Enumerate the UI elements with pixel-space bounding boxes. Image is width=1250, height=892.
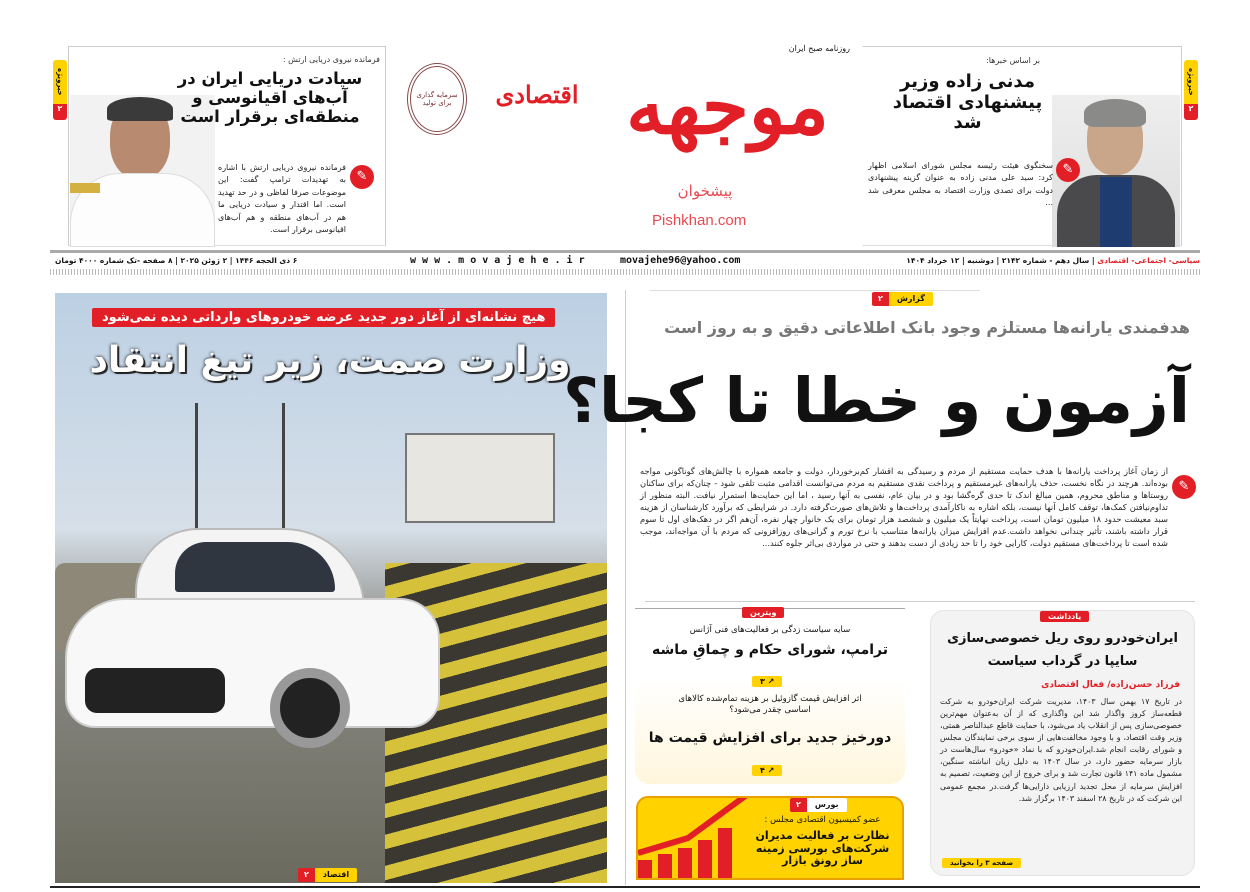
note-more-link[interactable]: صفحه ۳ را بخوانید xyxy=(942,858,1021,868)
brand-icon: ✎ xyxy=(1056,158,1080,182)
note-author: فرزاد حسن‌زاده/ فعال اقتصادی xyxy=(1041,680,1180,690)
website-link[interactable]: w w w . m o v a j e h e . i r xyxy=(410,255,585,266)
date-other: ۶ ذی الحجه ۱۴۴۶ | ۲ ژوئن ۲۰۲۵ | ۸ صفحه -تک شماره ۴۰۰۰ تومان xyxy=(55,256,298,265)
lead-tag[interactable]: ۲ گزارش xyxy=(872,292,933,306)
showcase-item2-headline[interactable]: دورخیز جدید برای افزایش قیمت ها xyxy=(648,730,892,746)
bottom-rule xyxy=(50,886,1200,888)
left-teaser-body: فرمانده نیروی دریایی ارتش با اشاره به تهدیدات ترامپ گفت: این موضوعات صرفا لفاظی و در حد تهدید است. اما اقتدار و سیادت دریایی ما هم در آب‌های منطقه و هم آب‌های اقیانوسی برقرار است. xyxy=(218,163,346,234)
masthead-tagline: روزنامه صبح ایران xyxy=(788,44,850,53)
crane xyxy=(195,403,285,533)
bourse-kicker: عضو کمیسیون اقتصادی مجلس : xyxy=(764,815,881,825)
photo-story xyxy=(55,293,607,883)
photo-story-kicker: هیچ نشانه‌ای از آغاز دور جدید عرضه خودروهای وارداتی دیده نمی‌شود xyxy=(92,308,555,327)
white-car xyxy=(65,528,445,768)
photo-story-tag[interactable]: ۲ اقتصاد xyxy=(298,868,357,882)
masthead-logo: موجهه xyxy=(626,62,829,151)
showcase-item1-headline[interactable]: ترامپ، شورای حکام و چماقِ ماشه xyxy=(651,642,889,658)
watermark-fa: پیشخوان xyxy=(677,182,733,200)
section-label: سیاسی- اجتماعی- اقتصادی xyxy=(1097,256,1200,265)
note-tag[interactable]: یادداشت xyxy=(1040,611,1089,622)
showcase-item1-kicker: سایه سیاست زدگی بر فعالیت‌های فنی آژانس xyxy=(689,625,851,635)
issue-number: سال دهم - شماره ۲۱۴۲ xyxy=(1001,256,1090,265)
showcase-item2-page[interactable]: ۴ ↗ xyxy=(752,765,782,776)
showcase-tag[interactable]: ویترین xyxy=(742,607,784,618)
right-teaser-tab: خبرویژه ۲ xyxy=(1184,60,1198,120)
left-teaser-headline: سیادت دریایی ایران در آب‌های اقیانوسی و منطقه‌ای برقرار است xyxy=(177,69,363,126)
growth-chart-icon xyxy=(638,798,748,880)
lead-bottom-rule xyxy=(645,601,1195,602)
info-left: سیاسی- اجتماعی- اقتصادی | سال دهم - شماره ۲۱۴۲ | دوشنبه | ۱۲ خرداد ۱۴۰۴ xyxy=(906,256,1200,265)
showcase-item2-kicker: اثر افزایش قیمت گازوئیل بر هزینه تمام‌شده کالاهای اساسی چقدر می‌شود؟ xyxy=(678,694,862,716)
right-teaser-headline: مدنی زاده وزیر پیشنهادی اقتصاد شد xyxy=(892,71,1043,134)
note-body: در تاریخ ۱۷ بهمن سال ۱۴۰۳، مدیریت شرکت ایران‌خودرو به شرکت قطعه‌ساز کروز واگذار شد این واگذاری که از آن به‌عنوان مهم‌ترین خصوصی‌سازی پس از انقلاب یاد می‌شود، با حمایت قاطع عبدالناصر همتی، وزیر وقت اقتصاد، و با وجود مخالفت‌هایی از سوی برخی نمایندگان مجلس و شورای رقابت انجام شد.ایران‌خودرو که با نماد «خودرو» سال‌هاست در بازار سرمایه حضور دارد، در سال ۱۴۰۳ به دلیل زیان انباشته سنگین، مشمول ماده ۱۴۱ قانون تجارت شد و برای خروج از این وضعیت، تصمیم به افزایش سرمایه از محل تجدید ارزیابی دارایی‌ها گرفت.در مجمع عمومی این شرکت که در تاریخ ۲۸ اسفند ۱۴۰۳ برگزار شد. xyxy=(940,697,1183,803)
note-headline-1: ایران‌خودرو روی ریل خصوصی‌سازی xyxy=(947,631,1178,646)
left-teaser-tab: خبرویژه ۲ xyxy=(53,60,67,120)
info-rule xyxy=(50,250,1200,253)
lead-subtitle: هدفمندی یارانه‌ها مستلزم وجود بانک اطلاعاتی دقیق و به روز است xyxy=(664,318,1190,337)
photo-story-headline: وزارت صمت، زیر تیغ انتقاد xyxy=(89,340,571,381)
lead-headline: آزمون و خطا تا کجا؟ xyxy=(563,364,1190,437)
brand-icon: ✎ xyxy=(350,165,374,189)
date-persian: دوشنبه | ۱۲ خرداد ۱۴۰۴ xyxy=(906,256,994,265)
right-teaser-body: سخنگوی هیئت رئیسه مجلس شورای اسلامی اظهار کرد: سید علی مدنی زاده به عنوان گزینه پیشنهادی دولت برای تصدی وزارت اقتصاد به مجلس معرفی شد ... xyxy=(868,161,1053,208)
masthead-seal: سرمایه گذاری برای تولید xyxy=(407,63,467,135)
watermark: Pishkhan.com xyxy=(652,212,747,229)
ferry xyxy=(405,433,555,523)
note-headline-2: سایپا در گرداب سیاست xyxy=(987,654,1138,669)
masthead-logo-sub: اقتصادی xyxy=(495,80,579,109)
lead-body: از زمان آغاز پرداخت یارانه‌ها با هدف حمایت مستقیم از مردم و رسیدگی به اقشار کم‌برخوردار، دولت و جامعه همواره با چالش‌های گوناگونی مواجه بوده‌اند. هرچند در نگاه نخست، حذف یارانه‌های غیرمستقیم و پرداخت نقدی مستقیم به مردم می‌توانست اقدامی مثبت تلقی شود - چنان‌که برای ساکنان روستاها و مناطق محروم، همین مبالغ اندک تا حدی گره‌گشا بود و در بیان عام، نفسی به آنها رسید ، اما این حمایت‌ها استمرار نیافت. البته منظور از تداوم‌نیافتن کمک‌ها، توقف کامل آنها نیست، بلکه اشاره به ناکارآمدی پرداخت‌ها و تلاش‌های صورت‌گرفته دارد. در شرایطی که برآورد کارشناسان از هزینه سبد معیشت حدود ۱۸ میلیون تومان است، پرداخت نهایتاً یک میلیون و ششصد هزار تومان برای یک خانوار چهار نفره، آن‌هم اگر در دهک‌های اول تا سوم قرار داشته باشند، تأثیر چندانی نخواهد داشت.عدم افزایش میزان یارانه‌ها متناسب با نرخ تورم و گرانی‌های روزافزونی که مردم با آن مواجه‌اند، موجب شده است تا پرداخت‌های مستقیم دولت، کارایی خود را تا حد زیادی از دست بدهند و حتی در مواردی بی‌اثر جلوه کنند... xyxy=(640,466,1168,549)
left-teaser-kicker: فرمانده نیروی دریایی ارتش : xyxy=(282,55,380,64)
bourse-headline[interactable]: نظارت بر فعالیت مدیران شرکت‌های بورسی زمینه ساز رونق بازار xyxy=(755,829,890,868)
bourse-tag[interactable]: ۲ بورس xyxy=(790,798,847,812)
right-teaser-kicker: بر اساس خبرها: xyxy=(986,56,1040,65)
dotted-rule xyxy=(50,269,1200,275)
brand-icon: ✎ xyxy=(1172,475,1196,499)
showcase-item1-page[interactable]: ۳ ↗ xyxy=(752,676,782,687)
email-link[interactable]: movajehe96@yahoo.com xyxy=(620,255,741,266)
lead-top-rule xyxy=(650,290,980,291)
